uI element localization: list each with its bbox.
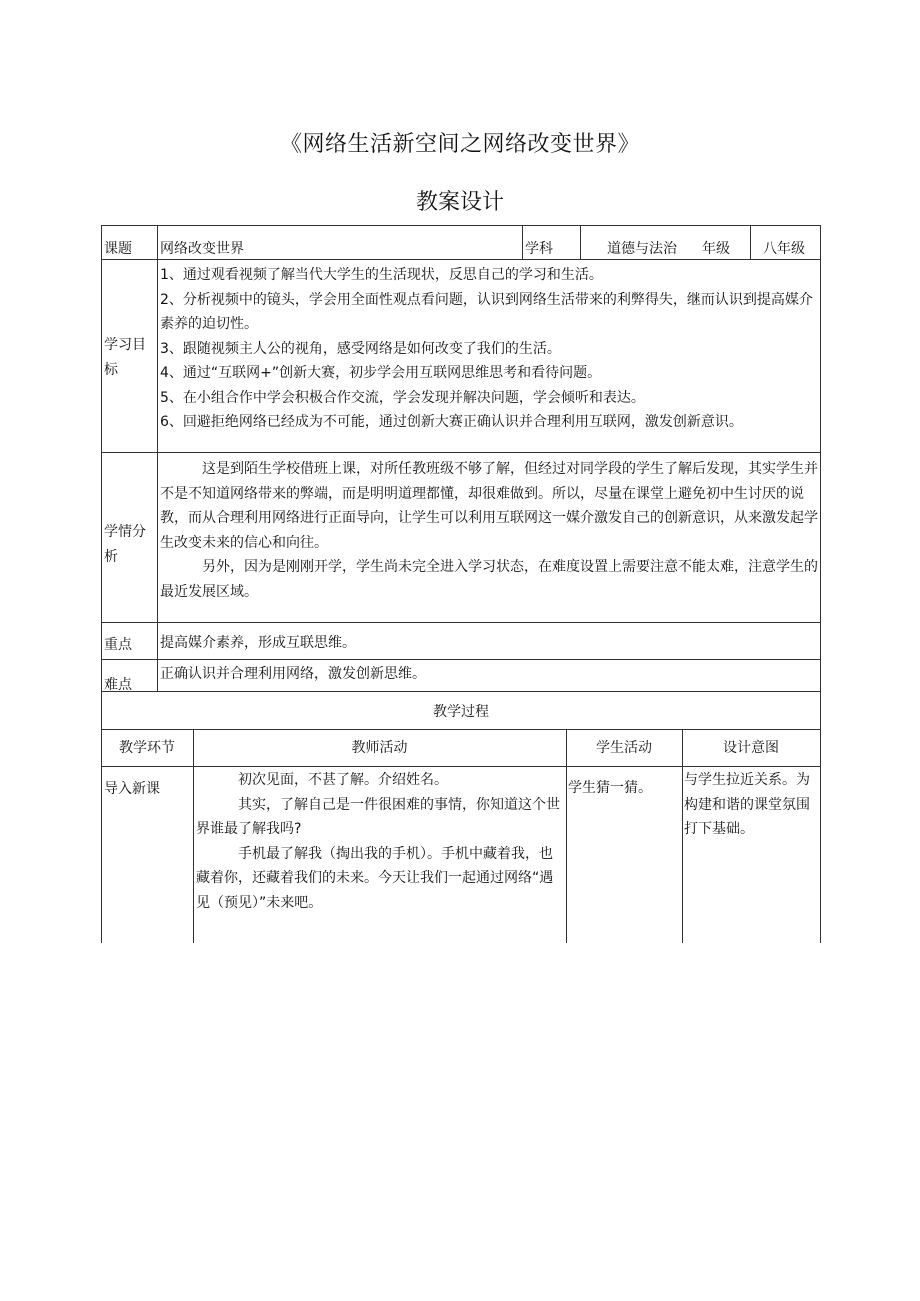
column-header-intent: 设计意图 — [723, 740, 779, 756]
document-title: 《网络生活新空间之网络改变世界》 — [279, 132, 640, 157]
learning-goal-item: 6、回避拒绝网络已经成为不可能，通过创新大赛正确认识并合理利用互联网，激发创新意识。 — [160, 414, 743, 430]
analysis-paragraph: 另外，因为是刚刚开学，学生尚未完全进入学习状态，在难度设置上需要注意不能太难，注意学生的最近发展区域。 — [160, 559, 818, 600]
column-header-teacher: 教师活动 — [351, 740, 408, 756]
process-stage: 导入新课 — [104, 781, 160, 797]
document-subtitle: 教案设计 — [415, 190, 504, 215]
topic-value: 网络改变世界 — [160, 241, 244, 257]
grade-label: 年级 — [702, 241, 730, 257]
subject-label: 学科 — [525, 241, 553, 257]
teacher-activity — [196, 768, 564, 915]
difficulty-value: 正确认识并合理利用网络，激发创新思维。 — [160, 666, 426, 682]
teacher-activity-paragraph: 其实，了解自己是一件很困难的事情，你知道这个世界谁最了解我吗? — [196, 796, 560, 837]
grade-value: 八年级 — [763, 241, 805, 257]
key-point-label: 重点 — [104, 637, 132, 653]
difficulty-label: 难点 — [104, 677, 132, 693]
learning-goal-item: 3、跟随视频主人公的视角，感受网络是如何改变了我们的生活。 — [160, 340, 561, 357]
design-intent: 与学生拉近关系。为构建和谐的课堂氛围打下基础。 — [684, 772, 810, 837]
teacher-activity-paragraph: 初次见面，不甚了解。介绍姓名。 — [238, 772, 448, 788]
column-header-student: 学生活动 — [596, 740, 652, 756]
learning-goals-label: 学习目标 — [104, 337, 146, 378]
process-heading: 教学过程 — [433, 704, 489, 720]
student-activity: 学生猜一猜。 — [568, 780, 652, 796]
student-analysis-text — [160, 457, 820, 604]
teacher-activity-paragraph: 手机最了解我（掏出我的手机）。手机中藏着我，也藏着你，还藏着我们的未来。今天让我们一起通过网络“遇见（预见）”未来吧。 — [196, 845, 554, 911]
analysis-paragraph: 这是到陌生学校借班上课，对所任教班级不够了解，但经过对同学段的学生了解后发现，其实学生并不是不知道网络带来的弊端，而是明明道理都懂，却很难做到。所以，尽量在课堂上避免初中生讨厌的说教，而从合理利用网络进行正面导向，让学生可以利用互联网这一媒介激发自己的创新意识，从来激发起学生改变未来的信心和向往。 — [160, 461, 818, 551]
subject-value: 道德与法治 — [607, 241, 677, 257]
student-analysis-label: 学情分析 — [104, 524, 146, 565]
topic-label: 课题 — [104, 241, 132, 257]
learning-goal-item: 5、在小组合作中学会积极合作交流，学会发现并解决问题，学会倾听和表达。 — [160, 389, 645, 406]
learning-goal-item: 1、通过观看视频了解当代大学生的生活现状，反思自己的学习和生活。 — [160, 267, 603, 283]
key-point-value: 提高媒介素养，形成互联思维。 — [160, 635, 356, 651]
learning-goal-item: 4、通过“互联网+”创新大赛，初步学会用互联网思维思考和看待问题。 — [160, 365, 602, 381]
learning-goal-item: 2、分析视频中的镜头，学会用全面性观点看问题，认识到网络生活带来的利弊得失，继而认识到提高媒介素养的迫切性。 — [160, 291, 813, 332]
learning-goals-list — [160, 263, 820, 435]
column-header-stage: 教学环节 — [119, 740, 175, 756]
